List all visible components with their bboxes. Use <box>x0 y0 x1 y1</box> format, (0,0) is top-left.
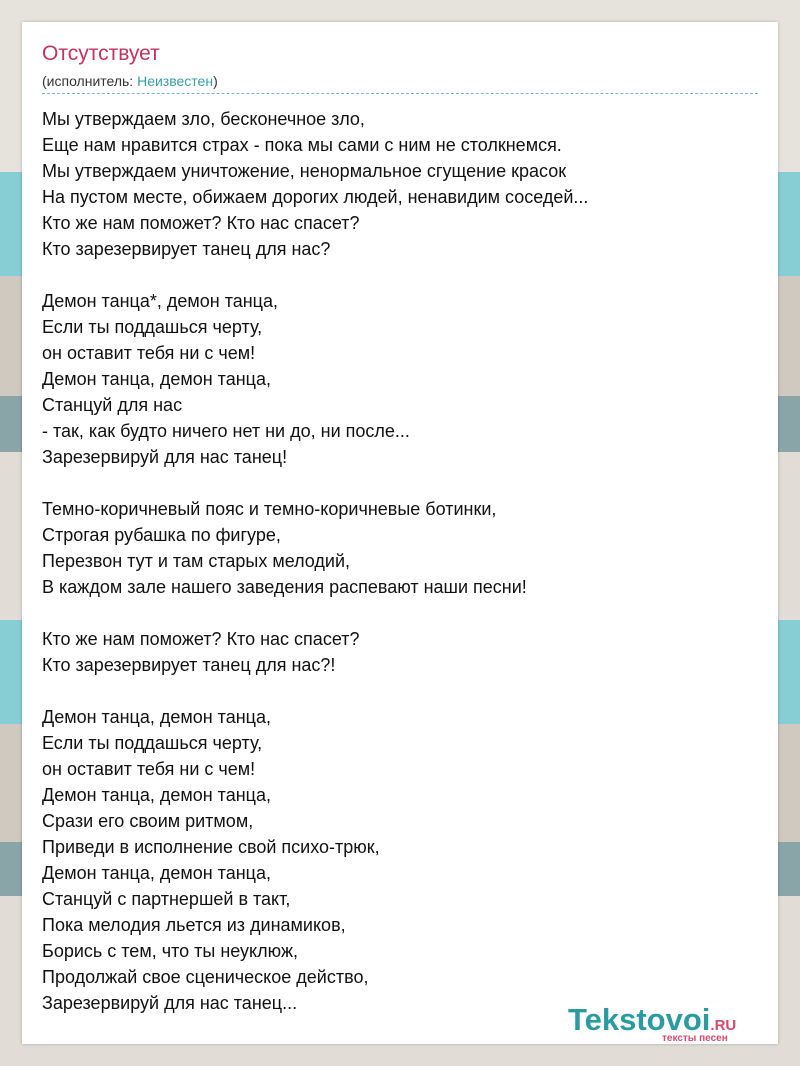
lyric-line: Демон танца, демон танца, <box>42 369 271 389</box>
lyrics-body <box>42 106 762 1016</box>
lyric-line: Пока мелодия льется из динамиков, <box>42 915 346 935</box>
lyric-line: Перезвон тут и там старых мелодий, <box>42 551 351 571</box>
lyric-line: Зарезервируй для нас танец! <box>42 447 288 467</box>
lyric-line: Срази его своим ритмом, <box>42 811 254 831</box>
logo-tagline: тексты песен <box>662 1033 728 1044</box>
site-logo[interactable] <box>568 1002 778 1044</box>
lyric-line: На пустом месте, обижаем дорогих людей, ненавидим соседей... <box>42 187 589 207</box>
lyric-line: Кто зарезервирует танец для нас?! <box>42 655 336 675</box>
song-title: Отсутствует <box>42 42 160 65</box>
stanza-gap <box>42 600 762 626</box>
lyric-line: Демон танца*, демон танца, <box>42 291 279 311</box>
lyric-line: Строгая рубашка по фигуре, <box>42 525 281 545</box>
lyric-line: Кто же нам поможет? Кто нас спасет? <box>42 213 360 233</box>
lyric-line: Если ты поддашься черту, <box>42 317 263 337</box>
title-divider <box>42 93 758 94</box>
lyric-line: Станцуй для нас <box>42 395 183 415</box>
lyric-line: Демон танца, демон танца, <box>42 707 271 727</box>
lyric-line: Кто же нам поможет? Кто нас спасет? <box>42 629 360 649</box>
lyric-line: Продолжай свое сценическое действо, <box>42 967 369 987</box>
lyric-line: Приведи в исполнение свой психо-трюк, <box>42 837 380 857</box>
lyric-line: Мы утверждаем уничтожение, ненормальное сгущение красок <box>42 161 567 181</box>
lyric-line: Еще нам нравится страх - пока мы сами с ним не столкнемся. <box>42 135 562 155</box>
artist-prefix: (исполнитель: <box>42 73 138 89</box>
lyric-line: Кто зарезервирует танец для нас? <box>42 239 331 259</box>
lyric-line: - так, как будто ничего нет ни до, ни после... <box>42 421 410 441</box>
artist-link[interactable]: Неизвестен <box>137 73 214 89</box>
lyric-line: Зарезервируй для нас танец... <box>42 993 298 1013</box>
lyric-line: Станцуй с партнершей в такт, <box>42 889 291 909</box>
lyric-line: Демон танца, демон танца, <box>42 863 271 883</box>
stanza-gap <box>42 262 762 288</box>
artist-line <box>42 73 218 89</box>
lyric-line: он оставит тебя ни с чем! <box>42 343 256 363</box>
lyric-line: Если ты поддашься черту, <box>42 733 263 753</box>
lyric-line: Мы утверждаем зло, бесконечное зло, <box>42 109 365 129</box>
lyric-line: Демон танца, демон танца, <box>42 785 271 805</box>
stanza-gap <box>42 678 762 704</box>
lyric-line: Борись с тем, что ты неуклюж, <box>42 941 298 961</box>
stanza-gap <box>42 470 762 496</box>
artist-suffix: ) <box>213 73 218 89</box>
logo-tld: .RU <box>710 1017 737 1034</box>
lyrics-card <box>22 22 778 1044</box>
logo-name: Tekstovoi <box>568 1002 711 1037</box>
lyric-line: он оставит тебя ни с чем! <box>42 759 256 779</box>
lyric-line: В каждом зале нашего заведения распевают наши песни! <box>42 577 527 597</box>
lyric-line: Темно-коричневый пояс и темно-коричневые ботинки, <box>42 499 497 519</box>
